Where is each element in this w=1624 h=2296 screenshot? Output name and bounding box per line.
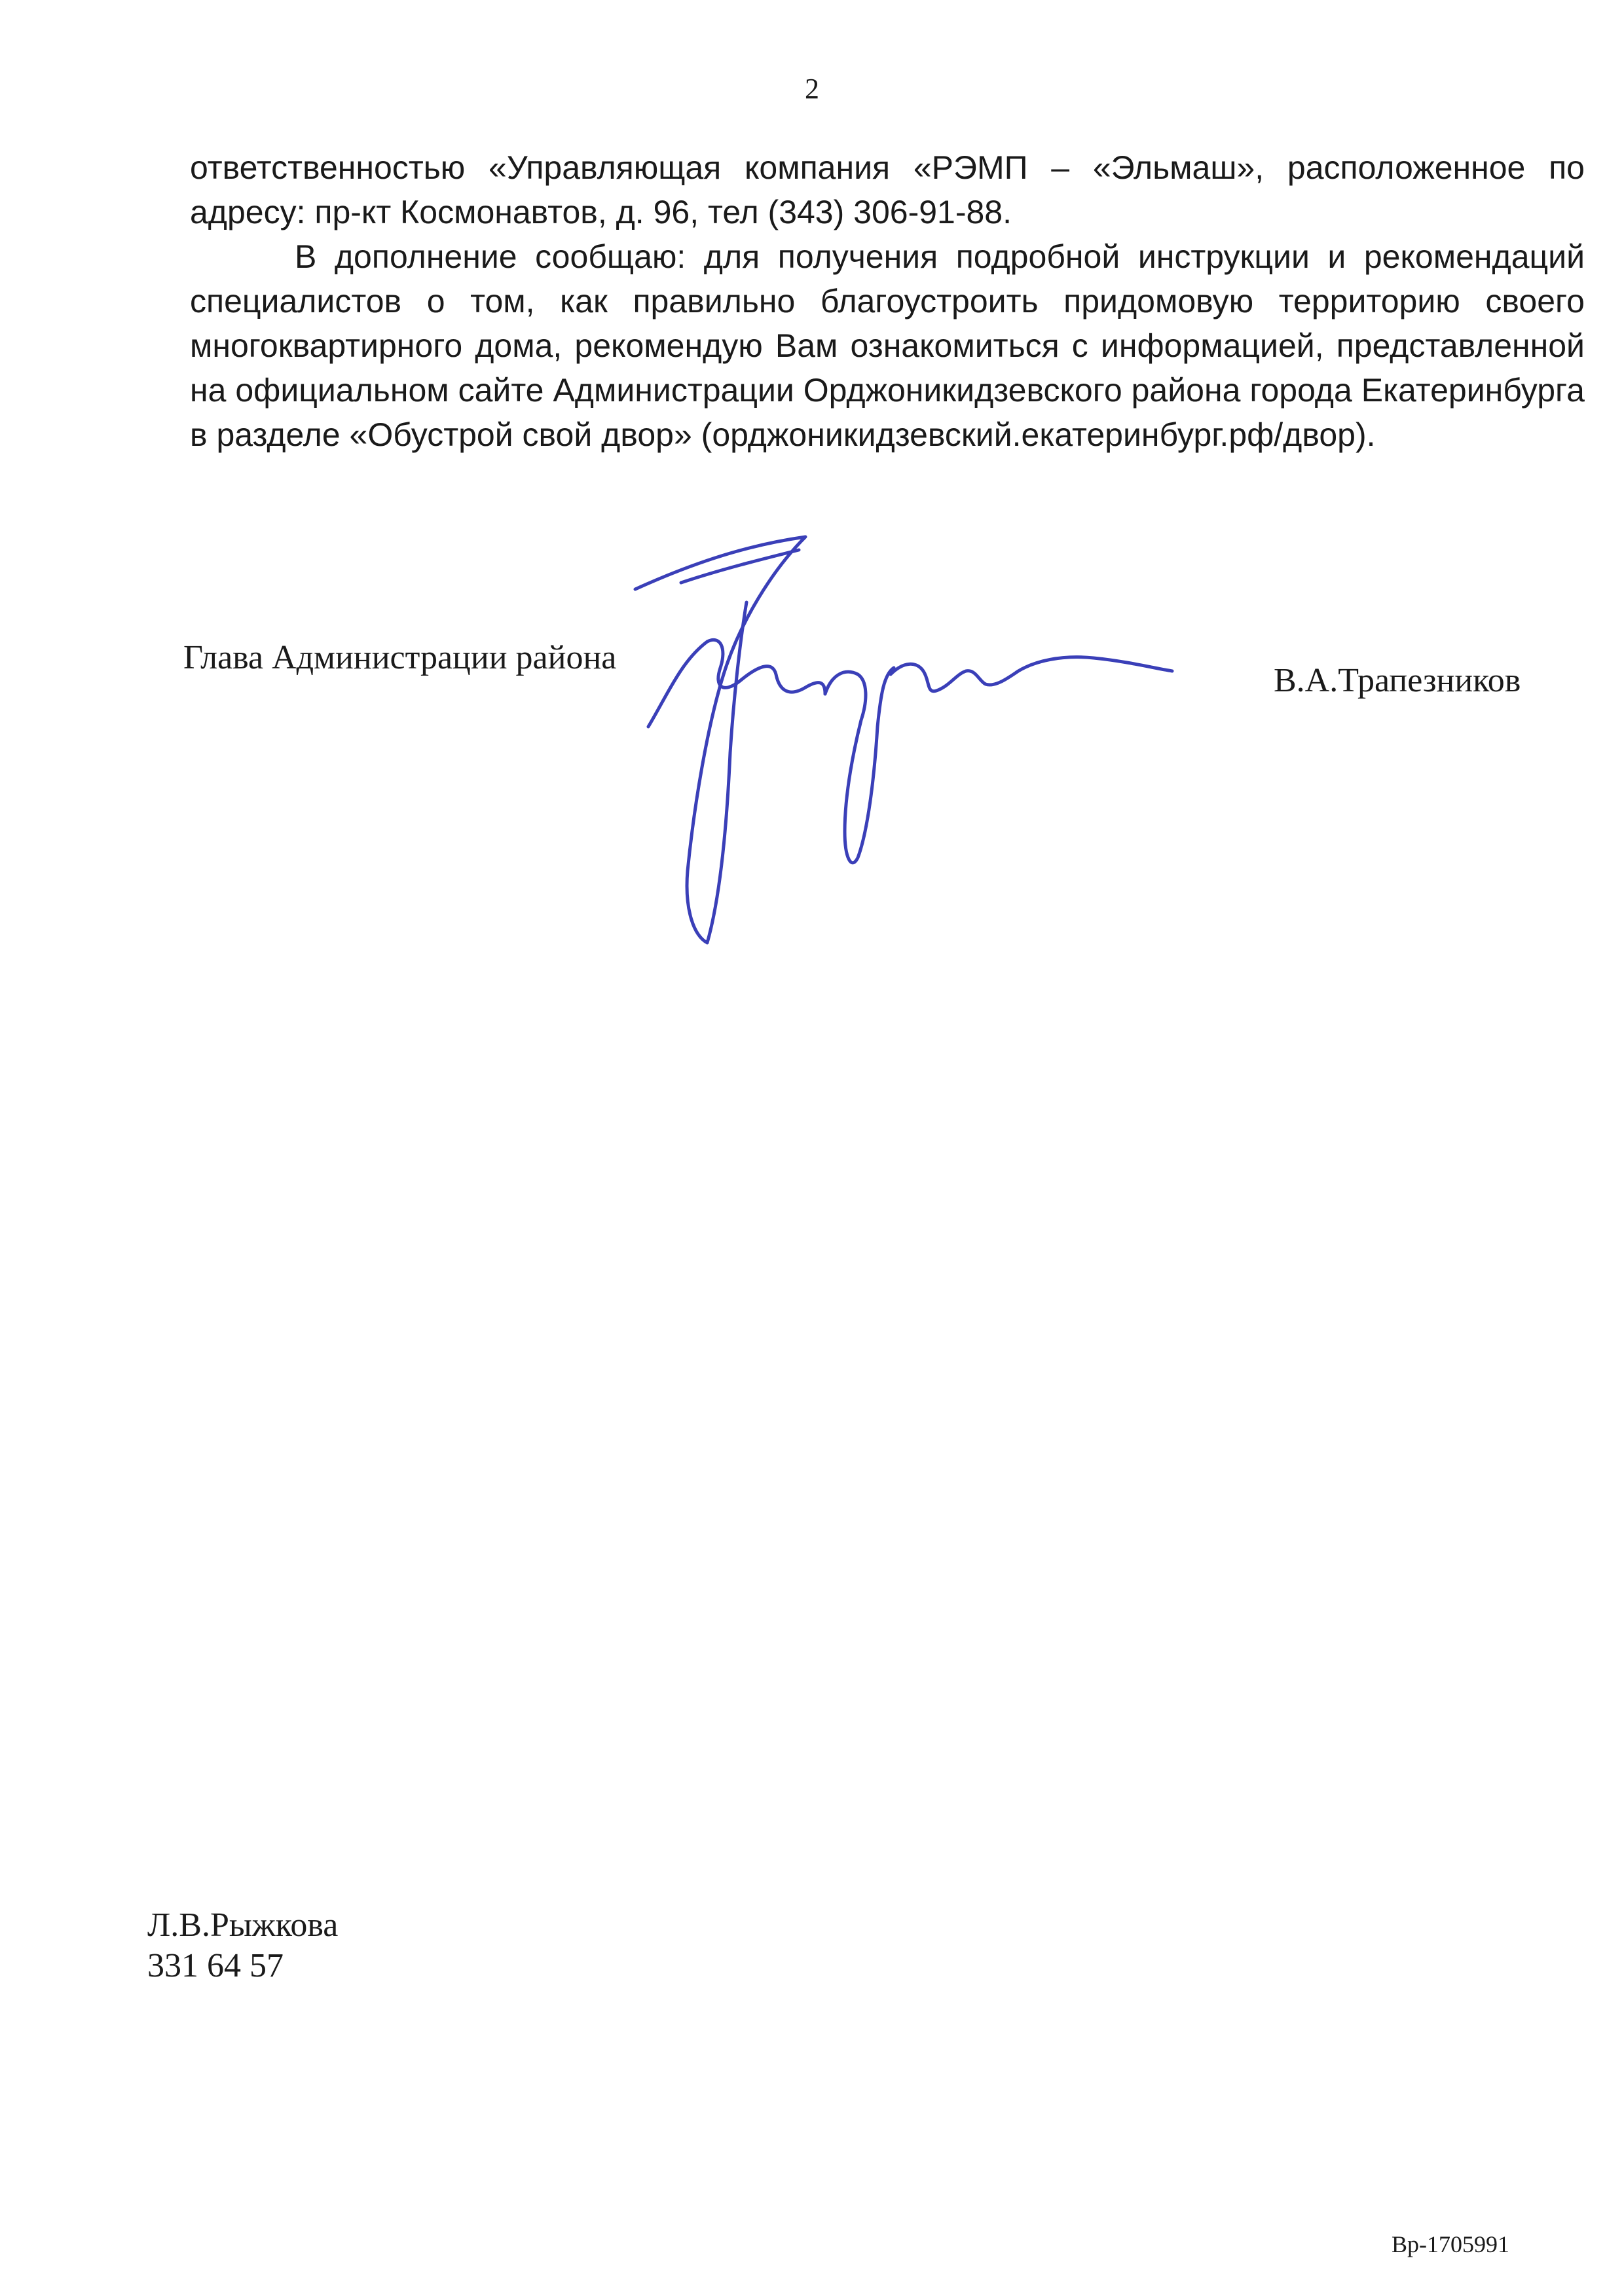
handwritten-signature	[609, 530, 1198, 956]
signer-name: В.А.Трапезников	[1274, 662, 1521, 699]
letter-body	[190, 145, 1585, 457]
signer-title: Глава Администрации района	[183, 639, 617, 676]
executor-phone: 331 64 57	[147, 1947, 284, 1984]
paragraph-additional-info: В дополнение сообщаю: для получения подробной инструкции и рекомендаций специалистов о том, как правильно благоустроить придомовую территорию своего многоквартирного дома, рекомендую Вам ознакомиться с информацией, представленной на официальном сайте Администрации Орджоникидзевского района города Екатеринбурга в разделе «Обустрой свой двор» (орджоникидзевский.екатеринбург.рф/двор).	[190, 238, 1585, 453]
document-number: Вр-1705991	[1392, 2231, 1509, 2257]
page-number: 2	[805, 73, 819, 105]
executor-name: Л.В.Рыжкова	[147, 1906, 339, 1944]
paragraph-contact-info: ответственностью «Управляющая компания «РЭМП – «Эльмаш», расположенное по адресу: пр-кт Космонавтов, д. 96, тел (343) 306-91-88.	[190, 149, 1585, 230]
executor-block	[147, 1905, 338, 1986]
